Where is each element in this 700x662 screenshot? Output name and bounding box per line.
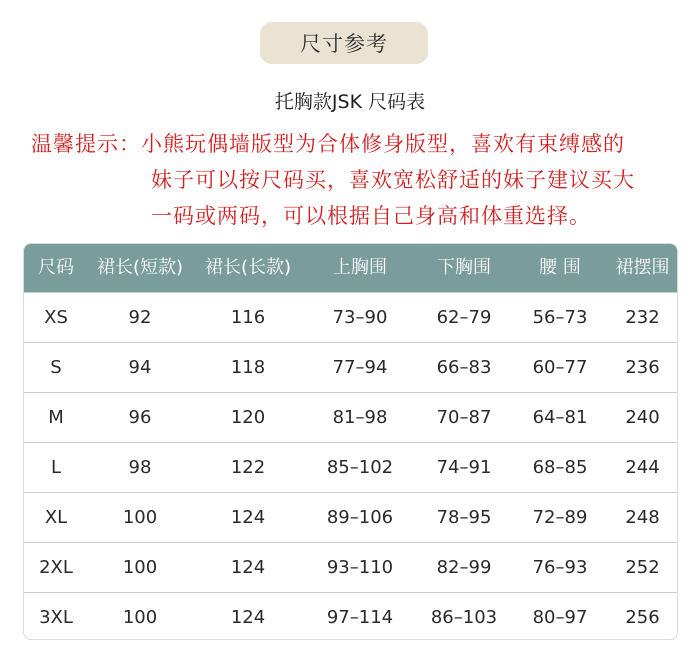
cell-under-bust: 62–79 — [436, 307, 492, 328]
table-row — [24, 292, 677, 342]
cell-hem: 244 — [625, 457, 660, 478]
cell-skirt-short: 98 — [128, 457, 152, 478]
cell-upper-bust: 81–98 — [332, 407, 388, 428]
table-row — [24, 492, 677, 542]
table-row — [24, 592, 677, 640]
column-header-skirt-length-long: 裙长(长款) — [204, 257, 292, 278]
cell-upper-bust: 93–110 — [326, 557, 394, 578]
cell-skirt-short: 100 — [122, 607, 158, 628]
cell-upper-bust: 97–114 — [326, 607, 394, 628]
column-header-skirt-length-short: 裙长(短款) — [96, 257, 184, 278]
cell-upper-bust: 77–94 — [332, 357, 388, 378]
cell-hem: 236 — [625, 357, 660, 378]
cell-size: XL — [44, 507, 68, 528]
table-row — [24, 342, 677, 392]
cell-size: M — [48, 407, 64, 428]
cell-under-bust: 74–91 — [436, 457, 492, 478]
cell-size: L — [50, 457, 62, 478]
cell-upper-bust: 89–106 — [326, 507, 394, 528]
cell-upper-bust: 85–102 — [326, 457, 394, 478]
cell-skirt-long: 116 — [230, 307, 266, 328]
cell-waist: 76–93 — [532, 557, 588, 578]
cell-skirt-long: 124 — [230, 557, 266, 578]
cell-hem: 232 — [625, 307, 660, 328]
tip-line-2: 妹子可以按尺码买，喜欢宽松舒适的妹子建议买大 — [151, 168, 635, 192]
table-row — [24, 542, 677, 592]
column-header-hem: 裙摆围 — [615, 257, 670, 278]
column-header-under-bust: 下胸围 — [437, 257, 491, 278]
cell-waist: 60–77 — [532, 357, 588, 378]
cell-skirt-long: 122 — [230, 457, 266, 478]
cell-skirt-short: 100 — [122, 507, 158, 528]
cell-skirt-long: 120 — [230, 407, 266, 428]
table-row — [24, 392, 677, 442]
cell-skirt-short: 96 — [128, 407, 152, 428]
cell-under-bust: 86–103 — [430, 607, 498, 628]
column-header-size: 尺码 — [38, 257, 74, 278]
cell-under-bust: 66–83 — [436, 357, 492, 378]
cell-waist: 68–85 — [532, 457, 588, 478]
cell-skirt-short: 100 — [122, 557, 158, 578]
cell-skirt-long: 124 — [230, 607, 266, 628]
cell-hem: 252 — [625, 557, 660, 578]
tip-line-3: 一码或两码，可以根据自己身高和体重选择。 — [151, 204, 591, 228]
cell-skirt-long: 118 — [230, 357, 266, 378]
table-header-row — [24, 244, 677, 292]
cell-skirt-long: 124 — [230, 507, 266, 528]
column-header-waist: 腰 围 — [539, 257, 581, 278]
cell-under-bust: 78–95 — [436, 507, 492, 528]
cell-hem: 256 — [625, 607, 660, 628]
section-label-pill — [260, 22, 428, 64]
cell-waist: 80–97 — [532, 607, 588, 628]
size-table — [23, 243, 678, 640]
cell-skirt-short: 92 — [128, 307, 152, 328]
cell-skirt-short: 94 — [128, 357, 152, 378]
cell-size: XS — [44, 307, 68, 328]
column-header-upper-bust: 上胸围 — [333, 257, 387, 278]
section-label: 尺寸参考 — [300, 32, 388, 56]
cell-waist: 64–81 — [532, 407, 588, 428]
table-title: 托胸款JSK 尺码表 — [274, 91, 426, 113]
cell-upper-bust: 73–90 — [332, 307, 388, 328]
cell-hem: 240 — [625, 407, 660, 428]
cell-size: 3XL — [39, 607, 73, 628]
cell-under-bust: 82–99 — [436, 557, 492, 578]
cell-hem: 248 — [625, 507, 660, 528]
cell-waist: 72–89 — [532, 507, 588, 528]
cell-under-bust: 70–87 — [436, 407, 492, 428]
table-row — [24, 442, 677, 492]
cell-size: S — [50, 357, 62, 378]
cell-waist: 56–73 — [532, 307, 588, 328]
cell-size: 2XL — [39, 557, 73, 578]
tip-line-1: 温馨提示：小熊玩偶墙版型为合体修身版型，喜欢有束缚感的 — [31, 132, 625, 156]
